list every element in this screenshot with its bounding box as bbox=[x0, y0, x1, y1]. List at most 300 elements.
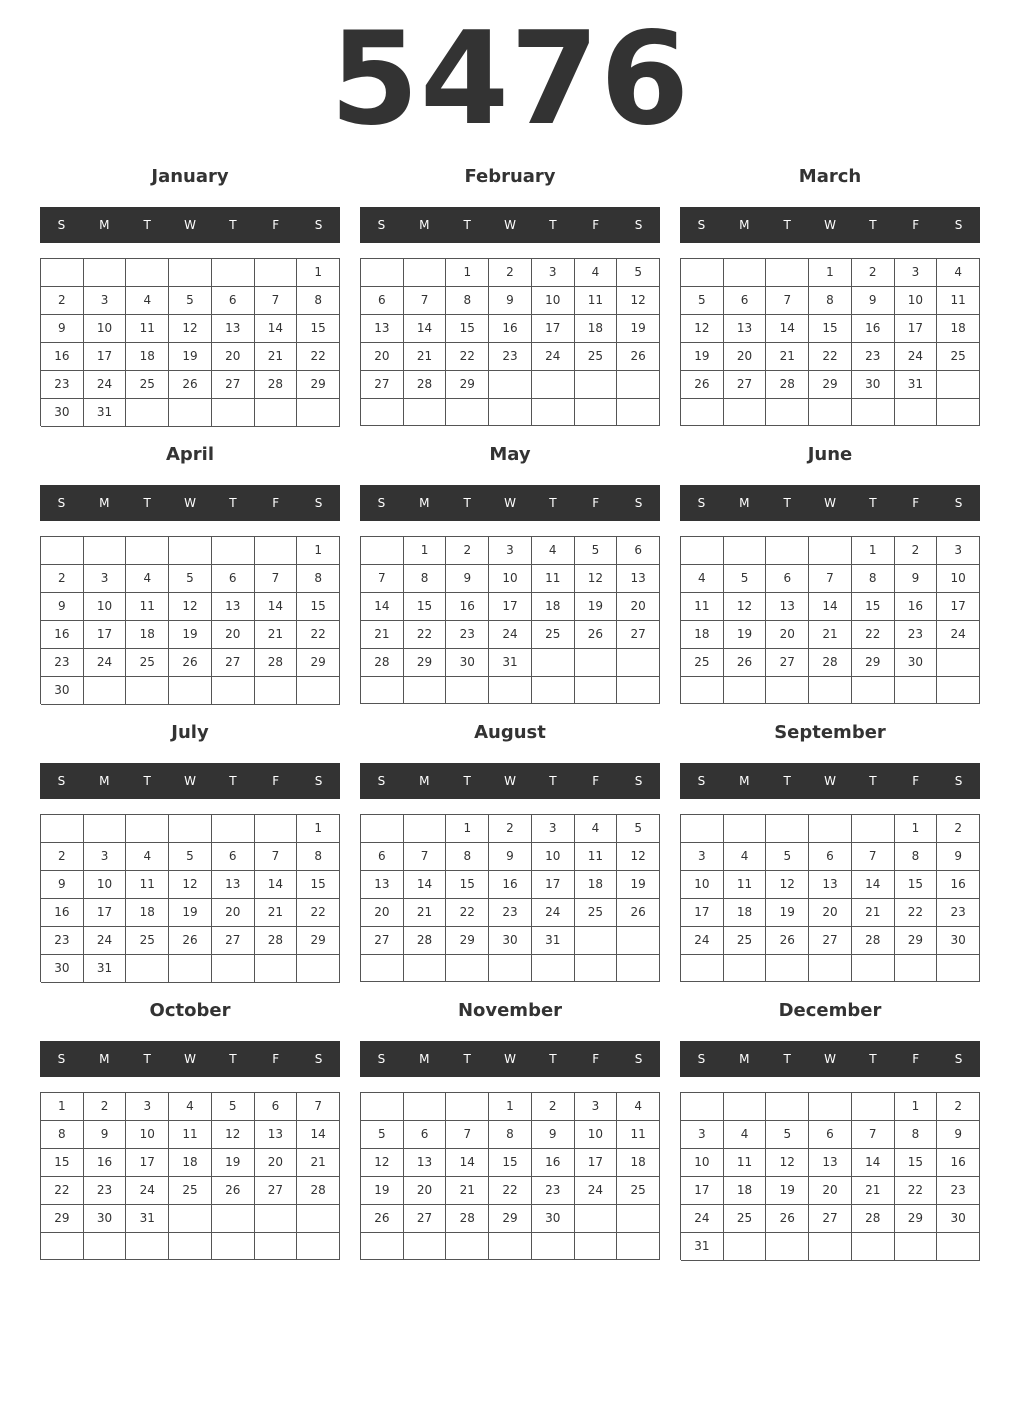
day-cell: 5 bbox=[361, 1121, 404, 1149]
month-november bbox=[360, 994, 660, 1264]
day-cell: 6 bbox=[766, 565, 809, 593]
day-cell: 6 bbox=[212, 843, 255, 871]
day-cell: 14 bbox=[852, 1149, 895, 1177]
day-cell: 10 bbox=[681, 871, 724, 899]
day-cell: 23 bbox=[489, 899, 532, 927]
empty-day-cell bbox=[297, 955, 340, 983]
empty-day-cell bbox=[575, 677, 618, 704]
weekday-label: S bbox=[697, 1052, 706, 1066]
weekday-label: S bbox=[634, 218, 643, 232]
weekday-label: F bbox=[912, 774, 920, 788]
day-cell: 3 bbox=[532, 259, 575, 287]
day-cell: 6 bbox=[212, 565, 255, 593]
day-cell: 1 bbox=[297, 537, 340, 565]
day-cell: 24 bbox=[575, 1177, 618, 1205]
day-cell: 27 bbox=[361, 927, 404, 955]
day-cell: 20 bbox=[212, 343, 255, 371]
day-cell: 5 bbox=[766, 843, 809, 871]
day-cell: 23 bbox=[84, 1177, 127, 1205]
empty-day-cell bbox=[724, 955, 767, 982]
weekday-label: S bbox=[57, 218, 66, 232]
weekday-label: F bbox=[912, 218, 920, 232]
empty-day-cell bbox=[895, 399, 938, 426]
weekday-label: T bbox=[143, 1052, 151, 1066]
day-cell: 1 bbox=[41, 1093, 84, 1121]
day-cell: 21 bbox=[446, 1177, 489, 1205]
empty-day-cell bbox=[361, 399, 404, 426]
day-cell: 1 bbox=[895, 1093, 938, 1121]
day-cell: 10 bbox=[532, 287, 575, 315]
day-cell: 21 bbox=[255, 343, 298, 371]
weekday-header bbox=[360, 485, 660, 521]
weekday-label: S bbox=[57, 1052, 66, 1066]
day-cell: 23 bbox=[937, 899, 980, 927]
weekday-label: T bbox=[229, 1052, 237, 1066]
empty-day-cell bbox=[532, 677, 575, 704]
empty-day-cell bbox=[169, 955, 212, 983]
day-cell: 11 bbox=[126, 593, 169, 621]
day-cell: 6 bbox=[809, 843, 852, 871]
day-cell: 26 bbox=[724, 649, 767, 677]
empty-day-cell bbox=[84, 259, 127, 287]
day-cell: 16 bbox=[41, 621, 84, 649]
day-cell: 4 bbox=[681, 565, 724, 593]
day-cell: 14 bbox=[297, 1121, 340, 1149]
weekday-label: S bbox=[954, 774, 963, 788]
day-cell: 8 bbox=[852, 565, 895, 593]
weekday-label: S bbox=[377, 774, 386, 788]
day-cell: 26 bbox=[766, 1205, 809, 1233]
day-cell: 6 bbox=[617, 537, 660, 565]
empty-day-cell bbox=[681, 259, 724, 287]
day-cell: 7 bbox=[404, 843, 447, 871]
empty-day-cell bbox=[575, 1233, 618, 1260]
day-cell: 19 bbox=[724, 621, 767, 649]
weekday-label: S bbox=[634, 496, 643, 510]
empty-day-cell bbox=[404, 1093, 447, 1121]
day-cell: 17 bbox=[84, 343, 127, 371]
day-cell: 6 bbox=[724, 287, 767, 315]
day-cell: 2 bbox=[937, 815, 980, 843]
empty-day-cell bbox=[126, 815, 169, 843]
weekday-label: F bbox=[272, 774, 280, 788]
day-grid bbox=[680, 814, 980, 982]
day-cell: 2 bbox=[41, 287, 84, 315]
day-cell: 14 bbox=[404, 871, 447, 899]
weekday-header bbox=[40, 207, 340, 243]
empty-day-cell bbox=[937, 677, 980, 704]
empty-day-cell bbox=[212, 677, 255, 705]
empty-day-cell bbox=[361, 537, 404, 565]
day-cell: 26 bbox=[212, 1177, 255, 1205]
weekday-label: T bbox=[549, 1052, 557, 1066]
day-cell: 3 bbox=[681, 843, 724, 871]
day-cell: 15 bbox=[297, 593, 340, 621]
day-cell: 26 bbox=[681, 371, 724, 399]
weekday-label: T bbox=[229, 218, 237, 232]
day-cell: 5 bbox=[617, 815, 660, 843]
day-cell: 2 bbox=[41, 565, 84, 593]
day-cell: 27 bbox=[617, 621, 660, 649]
day-cell: 7 bbox=[446, 1121, 489, 1149]
day-cell: 18 bbox=[126, 899, 169, 927]
day-cell: 26 bbox=[617, 343, 660, 371]
weekday-label: M bbox=[419, 218, 430, 232]
day-cell: 2 bbox=[852, 259, 895, 287]
day-cell: 29 bbox=[297, 649, 340, 677]
weekday-label: S bbox=[377, 218, 386, 232]
day-cell: 16 bbox=[41, 899, 84, 927]
empty-day-cell bbox=[446, 1233, 489, 1260]
weekday-label: T bbox=[783, 774, 791, 788]
day-cell: 3 bbox=[532, 815, 575, 843]
day-cell: 17 bbox=[575, 1149, 618, 1177]
day-cell: 6 bbox=[212, 287, 255, 315]
empty-day-cell bbox=[489, 955, 532, 982]
weekday-label: M bbox=[419, 774, 430, 788]
day-cell: 29 bbox=[404, 649, 447, 677]
weekday-label: T bbox=[869, 218, 877, 232]
weekday-label: F bbox=[272, 496, 280, 510]
weekday-label: S bbox=[314, 218, 323, 232]
day-cell: 21 bbox=[361, 621, 404, 649]
weekday-label: F bbox=[912, 496, 920, 510]
day-cell: 22 bbox=[895, 1177, 938, 1205]
day-grid bbox=[360, 258, 660, 426]
empty-day-cell bbox=[852, 399, 895, 426]
empty-day-cell bbox=[255, 815, 298, 843]
empty-day-cell bbox=[724, 399, 767, 426]
day-cell: 17 bbox=[84, 621, 127, 649]
day-cell: 26 bbox=[575, 621, 618, 649]
weekday-label: F bbox=[592, 496, 600, 510]
empty-day-cell bbox=[681, 955, 724, 982]
day-cell: 5 bbox=[766, 1121, 809, 1149]
empty-day-cell bbox=[169, 399, 212, 427]
day-cell: 20 bbox=[361, 899, 404, 927]
day-cell: 20 bbox=[809, 899, 852, 927]
day-cell: 13 bbox=[809, 871, 852, 899]
empty-day-cell bbox=[852, 677, 895, 704]
day-cell: 10 bbox=[126, 1121, 169, 1149]
day-cell: 2 bbox=[937, 1093, 980, 1121]
day-cell: 30 bbox=[852, 371, 895, 399]
day-cell: 24 bbox=[681, 927, 724, 955]
day-cell: 27 bbox=[724, 371, 767, 399]
weekday-label: W bbox=[184, 496, 196, 510]
day-cell: 8 bbox=[297, 565, 340, 593]
empty-day-cell bbox=[617, 371, 660, 399]
day-cell: 15 bbox=[41, 1149, 84, 1177]
day-cell: 8 bbox=[404, 565, 447, 593]
day-cell: 14 bbox=[852, 871, 895, 899]
empty-day-cell bbox=[212, 815, 255, 843]
day-cell: 28 bbox=[766, 371, 809, 399]
day-cell: 6 bbox=[361, 843, 404, 871]
day-cell: 5 bbox=[169, 843, 212, 871]
day-cell: 12 bbox=[724, 593, 767, 621]
month-title: August bbox=[474, 722, 546, 743]
empty-day-cell bbox=[532, 399, 575, 426]
day-cell: 2 bbox=[41, 843, 84, 871]
empty-day-cell bbox=[766, 537, 809, 565]
day-cell: 18 bbox=[126, 621, 169, 649]
day-cell: 30 bbox=[41, 399, 84, 427]
day-cell: 7 bbox=[255, 287, 298, 315]
day-cell: 12 bbox=[169, 593, 212, 621]
day-cell: 12 bbox=[766, 1149, 809, 1177]
month-july bbox=[40, 716, 340, 986]
day-cell: 19 bbox=[575, 593, 618, 621]
day-cell: 4 bbox=[126, 843, 169, 871]
day-cell: 7 bbox=[852, 1121, 895, 1149]
day-cell: 28 bbox=[404, 371, 447, 399]
day-cell: 21 bbox=[852, 1177, 895, 1205]
month-april bbox=[40, 438, 340, 708]
day-cell: 11 bbox=[532, 565, 575, 593]
empty-day-cell bbox=[895, 1233, 938, 1261]
day-cell: 31 bbox=[681, 1233, 724, 1261]
empty-day-cell bbox=[255, 399, 298, 427]
day-cell: 22 bbox=[446, 899, 489, 927]
weekday-label: S bbox=[314, 1052, 323, 1066]
day-cell: 9 bbox=[895, 565, 938, 593]
day-cell: 10 bbox=[84, 593, 127, 621]
empty-day-cell bbox=[617, 1205, 660, 1233]
weekday-label: M bbox=[99, 774, 110, 788]
weekday-label: S bbox=[57, 774, 66, 788]
day-cell: 10 bbox=[937, 565, 980, 593]
day-cell: 5 bbox=[681, 287, 724, 315]
day-cell: 23 bbox=[532, 1177, 575, 1205]
empty-day-cell bbox=[169, 1233, 212, 1260]
day-grid bbox=[360, 814, 660, 982]
day-cell: 28 bbox=[361, 649, 404, 677]
empty-day-cell bbox=[617, 677, 660, 704]
empty-day-cell bbox=[361, 955, 404, 982]
day-cell: 22 bbox=[41, 1177, 84, 1205]
empty-day-cell bbox=[852, 1093, 895, 1121]
empty-day-cell bbox=[255, 955, 298, 983]
weekday-label: S bbox=[314, 774, 323, 788]
empty-day-cell bbox=[255, 1205, 298, 1233]
day-cell: 21 bbox=[766, 343, 809, 371]
weekday-label: F bbox=[592, 218, 600, 232]
day-cell: 3 bbox=[84, 287, 127, 315]
weekday-label: F bbox=[272, 1052, 280, 1066]
empty-day-cell bbox=[532, 1233, 575, 1260]
month-february bbox=[360, 160, 660, 430]
day-cell: 26 bbox=[169, 927, 212, 955]
weekday-label: S bbox=[954, 218, 963, 232]
day-cell: 28 bbox=[446, 1205, 489, 1233]
empty-day-cell bbox=[84, 815, 127, 843]
day-cell: 27 bbox=[766, 649, 809, 677]
day-cell: 25 bbox=[575, 899, 618, 927]
day-cell: 14 bbox=[255, 871, 298, 899]
weekday-label: S bbox=[697, 218, 706, 232]
day-cell: 14 bbox=[361, 593, 404, 621]
day-cell: 16 bbox=[937, 871, 980, 899]
day-cell: 3 bbox=[937, 537, 980, 565]
empty-day-cell bbox=[361, 1093, 404, 1121]
day-cell: 4 bbox=[532, 537, 575, 565]
empty-day-cell bbox=[255, 1233, 298, 1260]
day-cell: 27 bbox=[212, 927, 255, 955]
weekday-label: W bbox=[504, 496, 516, 510]
day-cell: 23 bbox=[489, 343, 532, 371]
day-cell: 16 bbox=[895, 593, 938, 621]
day-cell: 6 bbox=[361, 287, 404, 315]
day-cell: 1 bbox=[297, 259, 340, 287]
empty-day-cell bbox=[809, 815, 852, 843]
weekday-label: F bbox=[592, 774, 600, 788]
day-cell: 11 bbox=[575, 287, 618, 315]
empty-day-cell bbox=[617, 955, 660, 982]
weekday-label: M bbox=[419, 496, 430, 510]
empty-day-cell bbox=[446, 955, 489, 982]
day-cell: 13 bbox=[404, 1149, 447, 1177]
day-cell: 29 bbox=[489, 1205, 532, 1233]
day-cell: 24 bbox=[489, 621, 532, 649]
weekday-label: W bbox=[824, 774, 836, 788]
day-cell: 18 bbox=[724, 1177, 767, 1205]
day-cell: 30 bbox=[895, 649, 938, 677]
month-title: April bbox=[165, 444, 215, 465]
weekday-label: W bbox=[504, 1052, 516, 1066]
day-cell: 9 bbox=[489, 843, 532, 871]
day-grid bbox=[360, 536, 660, 704]
weekday-label: S bbox=[57, 496, 66, 510]
weekday-label: S bbox=[634, 774, 643, 788]
day-cell: 18 bbox=[617, 1149, 660, 1177]
day-cell: 25 bbox=[575, 343, 618, 371]
weekday-header bbox=[360, 1041, 660, 1077]
day-cell: 3 bbox=[575, 1093, 618, 1121]
day-cell: 6 bbox=[809, 1121, 852, 1149]
empty-day-cell bbox=[446, 399, 489, 426]
day-cell: 11 bbox=[126, 315, 169, 343]
day-cell: 17 bbox=[126, 1149, 169, 1177]
day-cell: 29 bbox=[446, 927, 489, 955]
day-cell: 16 bbox=[937, 1149, 980, 1177]
day-cell: 9 bbox=[937, 1121, 980, 1149]
day-cell: 19 bbox=[361, 1177, 404, 1205]
empty-day-cell bbox=[766, 1093, 809, 1121]
day-cell: 26 bbox=[361, 1205, 404, 1233]
day-cell: 21 bbox=[255, 621, 298, 649]
empty-day-cell bbox=[724, 1093, 767, 1121]
day-cell: 2 bbox=[489, 815, 532, 843]
month-august bbox=[360, 716, 660, 986]
day-cell: 22 bbox=[297, 621, 340, 649]
day-cell: 30 bbox=[41, 677, 84, 705]
weekday-header bbox=[360, 207, 660, 243]
day-cell: 30 bbox=[41, 955, 84, 983]
day-cell: 17 bbox=[895, 315, 938, 343]
day-cell: 19 bbox=[169, 343, 212, 371]
day-cell: 24 bbox=[895, 343, 938, 371]
day-cell: 27 bbox=[361, 371, 404, 399]
weekday-label: T bbox=[549, 774, 557, 788]
day-cell: 28 bbox=[852, 1205, 895, 1233]
day-cell: 12 bbox=[766, 871, 809, 899]
day-cell: 17 bbox=[681, 1177, 724, 1205]
day-cell: 10 bbox=[489, 565, 532, 593]
empty-day-cell bbox=[617, 399, 660, 426]
empty-day-cell bbox=[84, 537, 127, 565]
day-cell: 3 bbox=[489, 537, 532, 565]
weekday-label: T bbox=[143, 496, 151, 510]
day-cell: 26 bbox=[617, 899, 660, 927]
day-cell: 25 bbox=[126, 371, 169, 399]
day-grid bbox=[680, 1092, 980, 1260]
weekday-label: F bbox=[272, 218, 280, 232]
month-june bbox=[680, 438, 980, 708]
day-cell: 19 bbox=[617, 315, 660, 343]
day-cell: 17 bbox=[937, 593, 980, 621]
day-cell: 25 bbox=[169, 1177, 212, 1205]
day-cell: 8 bbox=[446, 843, 489, 871]
weekday-header bbox=[360, 763, 660, 799]
weekday-label: W bbox=[824, 218, 836, 232]
day-cell: 9 bbox=[446, 565, 489, 593]
day-cell: 11 bbox=[724, 1149, 767, 1177]
day-cell: 15 bbox=[297, 871, 340, 899]
day-cell: 8 bbox=[297, 843, 340, 871]
day-cell: 29 bbox=[809, 371, 852, 399]
day-cell: 19 bbox=[617, 871, 660, 899]
day-cell: 9 bbox=[532, 1121, 575, 1149]
day-cell: 31 bbox=[84, 955, 127, 983]
day-cell: 30 bbox=[489, 927, 532, 955]
day-cell: 16 bbox=[84, 1149, 127, 1177]
weekday-header bbox=[40, 763, 340, 799]
day-cell: 29 bbox=[446, 371, 489, 399]
day-cell: 7 bbox=[255, 565, 298, 593]
day-cell: 21 bbox=[297, 1149, 340, 1177]
day-cell: 19 bbox=[169, 899, 212, 927]
day-cell: 16 bbox=[489, 315, 532, 343]
day-cell: 26 bbox=[169, 371, 212, 399]
day-cell: 1 bbox=[895, 815, 938, 843]
day-cell: 22 bbox=[297, 899, 340, 927]
day-cell: 14 bbox=[446, 1149, 489, 1177]
day-cell: 19 bbox=[766, 1177, 809, 1205]
month-title: July bbox=[171, 722, 209, 743]
empty-day-cell bbox=[766, 815, 809, 843]
day-cell: 11 bbox=[169, 1121, 212, 1149]
weekday-header bbox=[680, 763, 980, 799]
weekday-label: T bbox=[783, 1052, 791, 1066]
empty-day-cell bbox=[126, 1233, 169, 1260]
empty-day-cell bbox=[724, 815, 767, 843]
empty-day-cell bbox=[361, 815, 404, 843]
day-cell: 12 bbox=[361, 1149, 404, 1177]
empty-day-cell bbox=[297, 1205, 340, 1233]
year-title: 5476 bbox=[329, 5, 691, 154]
day-cell: 26 bbox=[169, 649, 212, 677]
day-cell: 14 bbox=[404, 315, 447, 343]
empty-day-cell bbox=[41, 537, 84, 565]
day-cell: 15 bbox=[404, 593, 447, 621]
day-cell: 7 bbox=[809, 565, 852, 593]
day-grid bbox=[360, 1092, 660, 1260]
day-cell: 11 bbox=[724, 871, 767, 899]
empty-day-cell bbox=[937, 399, 980, 426]
weekday-label: S bbox=[697, 496, 706, 510]
empty-day-cell bbox=[937, 955, 980, 982]
